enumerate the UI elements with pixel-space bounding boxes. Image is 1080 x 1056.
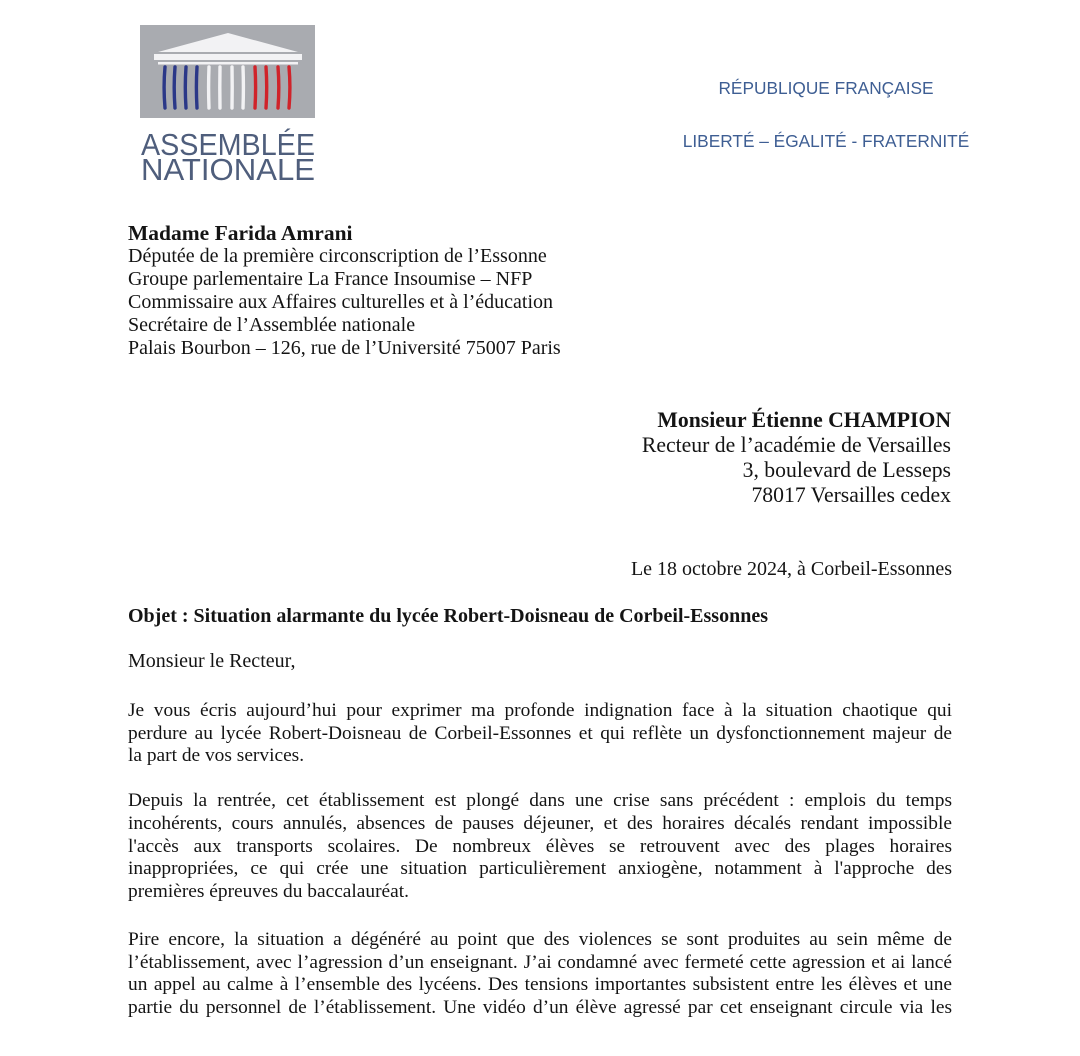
- recipient-name: Monsieur Étienne CHAMPION: [657, 408, 951, 432]
- logo-title-assemblee: ASSEMBLÉE: [141, 127, 315, 162]
- paragraph: [128, 929, 952, 1020]
- paragraph-line: Pire encore, la situation a dégénéré au point que des violences se sont produites au sein même de: [128, 929, 952, 950]
- paragraph: [128, 700, 952, 768]
- paragraph-line: Je vous écris aujourd’hui pour exprimer ma profonde indignation face à la situation chaotique qui: [128, 700, 952, 721]
- logo-entablature: [154, 54, 302, 60]
- logo-column-red: [255, 67, 256, 108]
- logo-column-blue: [196, 67, 197, 108]
- paragraph-line: un appel au calme à l’ensemble des lycéens. Des tensions importantes subsistent entre les élèves et une: [128, 974, 952, 996]
- paragraph: [128, 790, 952, 904]
- logo-column-blue: [185, 67, 186, 108]
- sender-detail-line: Députée de la première circonscription de l’Essonne: [128, 245, 547, 267]
- sender-detail-line: Commissaire aux Affaires culturelles et à l’éducation: [128, 291, 554, 313]
- recipient-address-line: 78017 Versailles cedex: [751, 483, 951, 507]
- logo-column-red: [289, 67, 290, 108]
- paragraph-line: premières épreuves du baccalauréat.: [128, 881, 410, 902]
- paragraph-line: partie du personnel de l’établissement. Une vidéo d’un élève agressé par cet enseignant circule via les: [128, 997, 952, 1019]
- sender-block: [128, 221, 561, 360]
- logo-capital-band: [158, 62, 298, 65]
- logo-column-blue: [164, 67, 165, 108]
- national-motto: LIBERTÉ – ÉGALITÉ - FRATERNITÉ: [682, 131, 970, 151]
- sender-detail-line: Groupe parlementaire La France Insoumise – NFP: [128, 268, 533, 290]
- logo-column-blue: [174, 67, 175, 108]
- paragraph-line: perdure au lycée Robert-Doisneau de Corbeil-Essonnes et qui reflète un dysfonctionnement majeur de: [128, 722, 952, 744]
- paragraph-line: inappropriées, ce qui crée une situation particulièrement anxiogène, notamment à l'approche des: [128, 858, 952, 880]
- logo-column-red: [266, 67, 267, 108]
- paragraph-line: incohérents, cours annulés, absences de pauses déjeuner, et des horaires décalés rendant impossible: [128, 812, 952, 834]
- logo-column-red: [278, 67, 279, 108]
- republique-francaise-heading: RÉPUBLIQUE FRANÇAISE: [718, 78, 934, 98]
- paragraph-line: l'accès aux transports scolaires. De nombreux élèves se retrouvent avec des plages horaires: [128, 835, 952, 857]
- sender-name: Madame Farida Amrani: [128, 221, 353, 245]
- assemblee-nationale-logo: [140, 25, 318, 187]
- letter-date: Le 18 octobre 2024, à Corbeil-Essonnes: [630, 558, 952, 580]
- paragraph-line: l’établissement, avec l’agression d’un enseignant. J’ai condamné avec fermeté cette agression et ai lancé: [128, 951, 952, 973]
- letter-subject: Objet : Situation alarmante du lycée Robert-Doisneau de Corbeil-Essonnes: [128, 605, 768, 627]
- salutation: Monsieur le Recteur,: [128, 650, 296, 672]
- sender-detail-line: Secrétaire de l’Assemblée nationale: [128, 314, 416, 336]
- sender-address: Palais Bourbon – 126, rue de l’Université 75007 Paris: [128, 337, 561, 359]
- recipient-block: [500, 408, 951, 508]
- recipient-address-line: 3, boulevard de Lesseps: [742, 458, 951, 482]
- recipient-title: Recteur de l’académie de Versailles: [641, 433, 951, 457]
- paragraph-line: la part de vos services.: [128, 745, 305, 766]
- paragraph-line: Depuis la rentrée, cet établissement est plongé dans une crise sans précédent : emplois du temps: [128, 790, 952, 811]
- logo-title-nationale: NATIONALE: [141, 152, 315, 187]
